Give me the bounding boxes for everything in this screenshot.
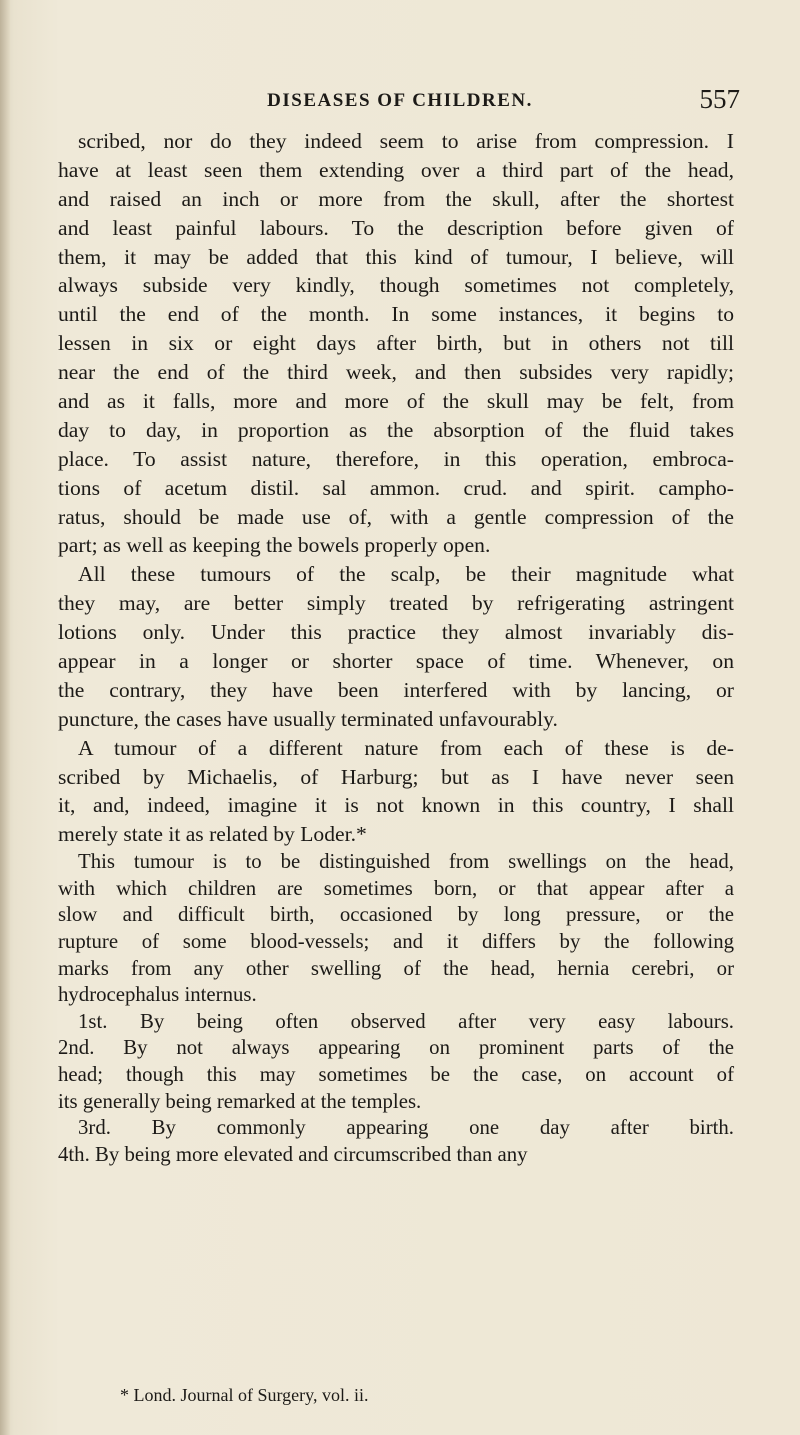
text-line: rupture of some blood-vessels; and it differs by the following xyxy=(58,930,734,954)
paragraph xyxy=(58,1115,734,1168)
text-line: it, and, indeed, imagine it is not known in this country, I shall xyxy=(58,793,734,818)
running-header xyxy=(60,84,740,114)
body-text xyxy=(58,127,734,1168)
running-title: DISEASES OF CHILDREN. xyxy=(267,90,533,111)
text-line: slow and difficult birth, occasioned by long pressure, or the xyxy=(58,903,734,927)
text-line: part; as well as keeping the bowels properly open. xyxy=(58,533,491,558)
text-line: tions of acetum distil. sal ammon. crud. and spirit. campho- xyxy=(58,475,734,500)
text-line: near the end of the third week, and then subsides very rapidly; xyxy=(58,360,734,385)
text-line: merely state it as related by Loder.* xyxy=(58,822,367,847)
text-line: puncture, the cases have usually terminated unfavourably. xyxy=(58,706,558,731)
text-line: until the end of the month. In some instances, it begins to xyxy=(58,302,734,327)
text-line: All these tumours of the scalp, be their magnitude what xyxy=(78,562,734,587)
text-line: head; though this may sometimes be the case, on account of xyxy=(58,1063,734,1087)
text-line: have at least seen them extending over a third part of the head, xyxy=(58,157,734,182)
text-line: 4th. By being more elevated and circumscribed than any xyxy=(58,1142,528,1166)
paragraph xyxy=(58,1009,734,1115)
text-line: they may, are better simply treated by refrigerating astringent xyxy=(58,591,734,616)
text-line: This tumour is to be distinguished from swellings on the head, xyxy=(78,850,734,874)
binding-edge xyxy=(0,0,10,1435)
text-line: the contrary, they have been interfered with by lancing, or xyxy=(58,677,734,702)
text-line: appear in a longer or shorter space of time. Whenever, on xyxy=(58,649,734,674)
text-line: and raised an inch or more from the skull, after the shortest xyxy=(58,186,734,211)
text-line: with which children are sometimes born, or that appear after a xyxy=(58,876,734,900)
text-line: lessen in six or eight days after birth, but in others not till xyxy=(58,331,734,356)
text-line: day to day, in proportion as the absorption of the fluid takes xyxy=(58,417,734,442)
text-line: hydrocephalus internus. xyxy=(58,983,257,1007)
text-line: them, it may be added that this kind of tumour, I believe, will xyxy=(58,244,734,269)
text-line: and as it falls, more and more of the skull may be felt, from xyxy=(58,389,734,414)
paragraph xyxy=(58,849,734,1009)
paragraph xyxy=(58,560,734,733)
page-number: 557 xyxy=(699,84,740,114)
text-line: scribed by Michaelis, of Harburg; but as I have never seen xyxy=(58,764,734,789)
text-line: always subside very kindly, though sometimes not completely, xyxy=(58,273,734,298)
text-line: lotions only. Under this practice they almost invariably dis- xyxy=(58,620,734,645)
text-line: 3rd. By commonly appearing one day after birth. xyxy=(78,1116,734,1140)
footnote: * Lond. Journal of Surgery, vol. ii. xyxy=(120,1385,369,1405)
paragraph xyxy=(58,734,734,850)
paragraph xyxy=(58,127,734,560)
text-line: 1st. By being often observed after very easy labours. xyxy=(78,1009,734,1033)
text-line: marks from any other swelling of the head, hernia cerebri, or xyxy=(58,956,734,980)
text-line: its generally being remarked at the temples. xyxy=(58,1089,422,1113)
text-line: and least painful labours. To the description before given of xyxy=(58,215,734,240)
text-line: A tumour of a different nature from each of these is de- xyxy=(78,735,734,760)
text-line: scribed, nor do they indeed seem to arise from compression. I xyxy=(78,129,734,153)
text-line: ratus, should be made use of, with a gentle compression of the xyxy=(58,504,734,529)
text-line: place. To assist nature, therefore, in this operation, embroca- xyxy=(58,446,734,471)
text-line: 2nd. By not always appearing on prominent parts of the xyxy=(58,1036,734,1060)
